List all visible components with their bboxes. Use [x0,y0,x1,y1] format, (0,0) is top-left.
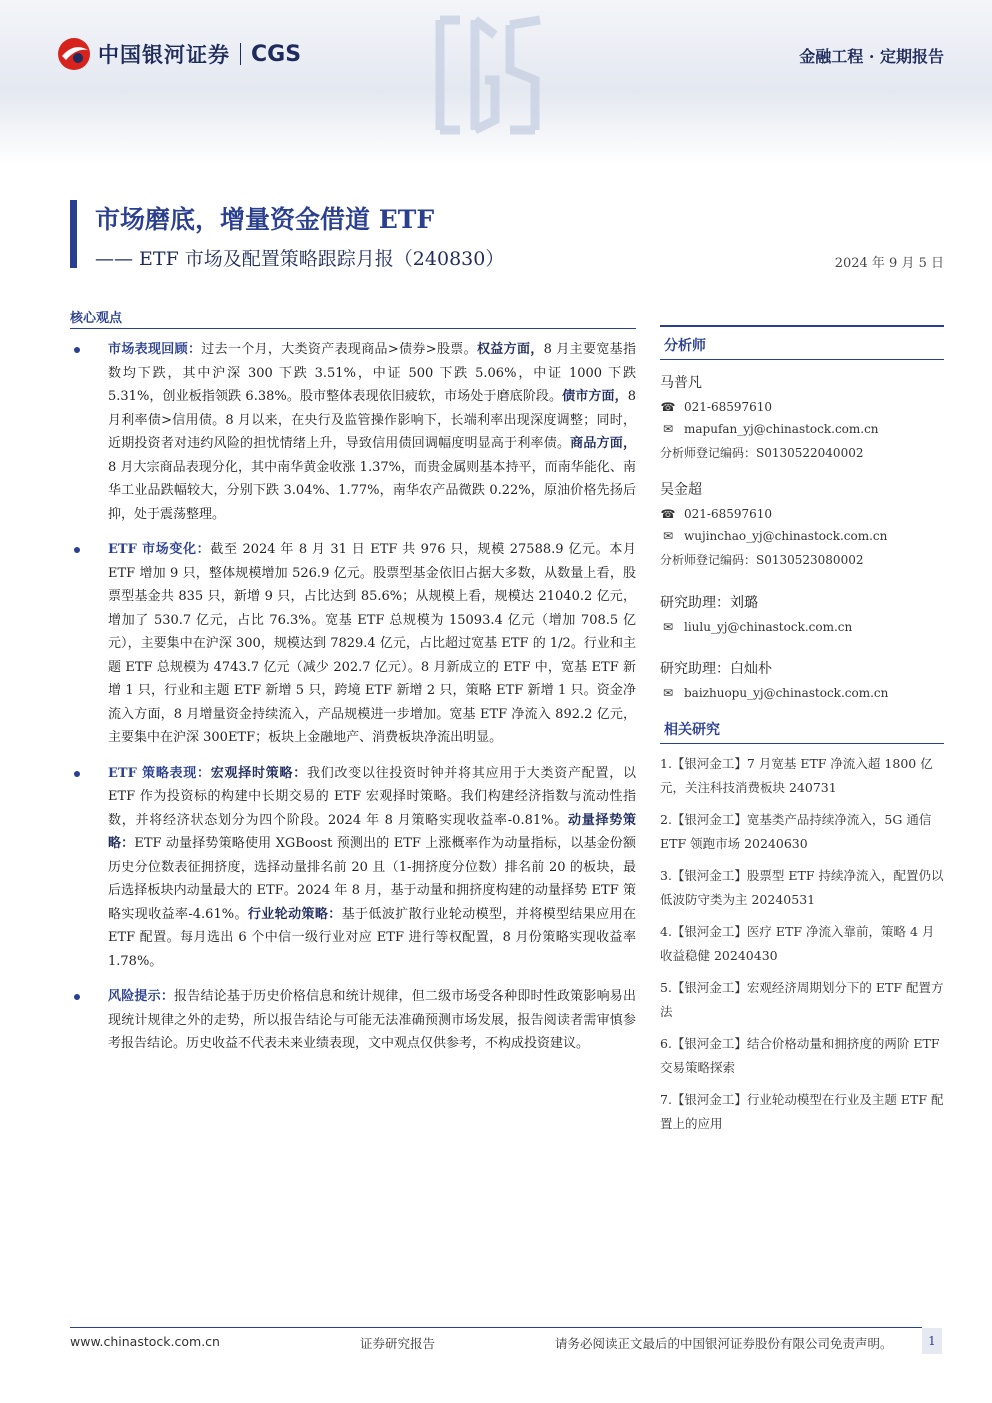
bullet-risk [70,985,636,1056]
related-item[interactable]: 6.【银河金工】结合价格动量和拥挤度的两阶 ETF 交易策略探索 [660,1036,940,1075]
related-list [660,752,944,1136]
envelope-icon: ✉ [662,422,674,436]
envelope-icon: ✉ [662,686,674,700]
related-item[interactable]: 1.【银河金工】7 月宽基 ETF 净流入超 1800 亿元，关注科技消费板块 240731 [660,756,933,795]
related-item[interactable]: 2.【银河金工】宽基类产品持续净流入，5G 通信 ETF 领跑市场 20240630 [660,812,932,851]
related-item[interactable]: 5.【银河金工】宏观经济周期划分下的 ETF 配置方法 [660,980,944,1019]
analyst-email[interactable]: ✉ mapufan_yj@chinastock.com.cn [660,422,944,436]
related-item[interactable]: 7.【银河金工】行业轮动模型在行业及主题 ETF 配置上的应用 [660,1092,944,1131]
assistant-name: 研究助理：白灿朴 [660,661,772,677]
envelope-icon: ✉ [662,620,674,634]
logo-cn: 中国银河证券 [98,43,230,67]
bullet-head: 市场表现回顾： [108,342,202,357]
title-accent-bar [70,200,77,268]
bullet-subhead: 宏观择时策略： [210,765,307,781]
bullet-subhead: 行业轮动策略： [247,906,342,922]
report-date: 2024 年 9 月 5 日 [834,256,944,271]
bullet-subhead: 商品方面， [570,436,636,451]
related-heading: 相关研究 [660,719,944,744]
analyst-email[interactable]: ✉ wujinchao_yj@chinastock.com.cn [660,529,944,543]
bullet-text: 8 月利率债>信用债。8 月以来，在央行及监管操作影响下，长端利率出现深度调整；同时，近期投资者对违约风险的担忧情绪上升，导致信用债回调幅度明显高于利率债。 [108,389,636,451]
report-type: 金融工程 · 定期报告 [799,47,944,66]
footer-label: 证券研究报告 [360,1336,436,1351]
analyst-name: 吴金超 [660,482,702,498]
footer-url[interactable]: www.chinastock.com.cn [70,1334,220,1349]
dot-icon [74,347,80,353]
dot-icon [74,547,80,553]
bullet-head: ETF 市场变化： [108,542,211,557]
analyst-phone: ☎ 021-68597610 [660,507,773,521]
envelope-icon: ✉ [662,529,674,543]
dot-icon [74,994,80,1000]
analyst-reg: 分析师登记编码：S0130523080002 [660,553,864,567]
related-item[interactable]: 3.【银河金工】股票型 ETF 持续净流入，配置仍以低波防守类为主 20240531 [660,868,944,907]
bullet-head: ETF 策略表现： [108,765,211,781]
bullet-text: 截至 2024 年 8 月 31 日 ETF 共 976 只，规模 27588.9 亿元。本月 ETF 增加 9 只，整体规模增加 526.9 亿元。股票型基金依旧占据大多数，从数量上看，股票型基金共 835 只，新增 9 只，占比达到 85.6%；从规模上看，规模达 21040.2 亿元，增加了 530.7 亿元，占比 76.3%。宽基 ETF 总规模为 15093.4 亿元（增加 708.5 亿元），主要集中在沪深 300，规模达到 7829.4 亿元，占比超过宽基 ETF 的 1/2。行业和主题 ETF 总规模为 4743.7 亿元（减少 202.7 亿元）。8 月新成立的 ETF 中，宽基 ETF 新增 1 只，行业和主题 ETF 新增 5 只，跨境 ETF 新增 2 只，策略 ETF 新增 1 只。资金净流入方面，8 月增量资金持续流入，产品规模进一步增加。宽基 ETF 净流入 892.2 亿元，主要集中在沪深 300ETF；板块上金融地产、消费板块净流出明显。 [108,542,636,745]
analyst-phone: ☎ 021-68597610 [660,400,773,414]
analyst-name: 马普凡 [660,375,702,391]
phone-icon: ☎ [660,400,676,414]
bullet-etf-change [70,538,636,750]
page-title: 市场磨底，增量资金借道 ETF [95,205,435,234]
bullet-text: 8 月主要宽基指数均下跌，其中沪深 300 下跌 3.51%，中证 500 下跌 5.06%，中证 1000 下跌 5.31%，创业板指领跌 6.38%。股市整体表现依旧疲软，市场处于磨底阶段。 [108,342,636,404]
analyst-panel [660,325,944,700]
divider [70,328,636,329]
bullet-text: 基于低波扩散行业轮动模型，并将模型结果应用在 ETF 配置。每月选出 6 个中信一级行业对应 ETF 进行等权配置，8 月份策略实现收益率 1.78%。 [108,906,636,969]
bullet-text: 报告结论基于历史价格信息和统计规律，但二级市场受各种即时性政策影响易出现统计规律之外的走势，所以报告结论与可能无法准确预测市场发展，报告阅读者需审慎参考报告结论。历史收益不代表未来业绩表现，文中观点仅供参考，不构成投资建议。 [108,989,636,1051]
assistant-email[interactable]: ✉ baizhuopu_yj@chinastock.com.cn [660,686,944,700]
bullet-head: 风险提示： [108,989,175,1004]
bullet-text: 过去一个月，大类资产表现商品>债券>股票。 [201,342,477,357]
core-bullets [70,338,636,1068]
footer-rule [70,1327,922,1328]
core-heading: 核心观点 [70,311,123,326]
bullet-text: ETF 动量择势策略使用 XGBoost 预测出的 ETF 上涨概率作为动量指标，以基金份额历史分位数表征拥挤度，选择动量排名前 20 且（1-拥挤度分位数）排名前 20 的板块，最后选择板块内动量最大的 ETF。2024 年 8 月，基于动量和拥挤度构建的动量择势 ETF 策略实现收益率-4.61%。 [108,836,636,922]
analyst-reg: 分析师登记编码：S0130522040002 [660,446,864,460]
dot-icon [74,771,80,777]
analyst-heading: 分析师 [660,325,944,360]
footer-disclaimer: 请务必阅读正文最后的中国银河证券股份有限公司免责声明。 [555,1336,893,1351]
logo-divider [240,43,241,65]
assistant-email[interactable]: ✉ liulu_yj@chinastock.com.cn [660,620,944,634]
phone-icon: ☎ [660,507,676,521]
bullet-market-review [70,338,636,526]
related-item[interactable]: 4.【银河金工】医疗 ETF 净流入靠前，策略 4 月收益稳健 20240430 [660,924,935,963]
bullet-text: 我们改变以往投资时钟并将其应用于大类资产配置，以 ETF 作为投资标的构建中长期交易的 ETF 宏观择时策略。我们构建经济指数与流动性指数，并将经济状态划分为四个阶段。2024 年 8 月策略实现收益率-0.81%。 [108,765,636,828]
galaxy-logo-icon [56,36,92,72]
bullet-subhead: 动量择势策略： [108,812,636,851]
assistant-name: 研究助理：刘璐 [660,595,758,611]
bullet-etf-strategy [70,762,636,974]
related-panel [660,719,944,1136]
bullet-subhead: 债市方面， [562,389,628,404]
page-subtitle: —— ETF 市场及配置策略跟踪月报（240830） [95,248,505,270]
page-number: 1 [922,1328,942,1354]
bullet-text: 8 月大宗商品表现分化，其中南华黄金收涨 1.37%，而贵金属则基本持平，而南华能化、南华工业品跌幅较大，分别下跌 3.04%、1.77%，南华农产品微跌 0.22%，原油价格先扬后抑，处于震荡整理。 [108,459,636,522]
bullet-subhead: 权益方面， [476,342,544,357]
logo [56,36,301,72]
logo-en: CGS [251,41,302,67]
cgs-watermark [430,10,560,145]
